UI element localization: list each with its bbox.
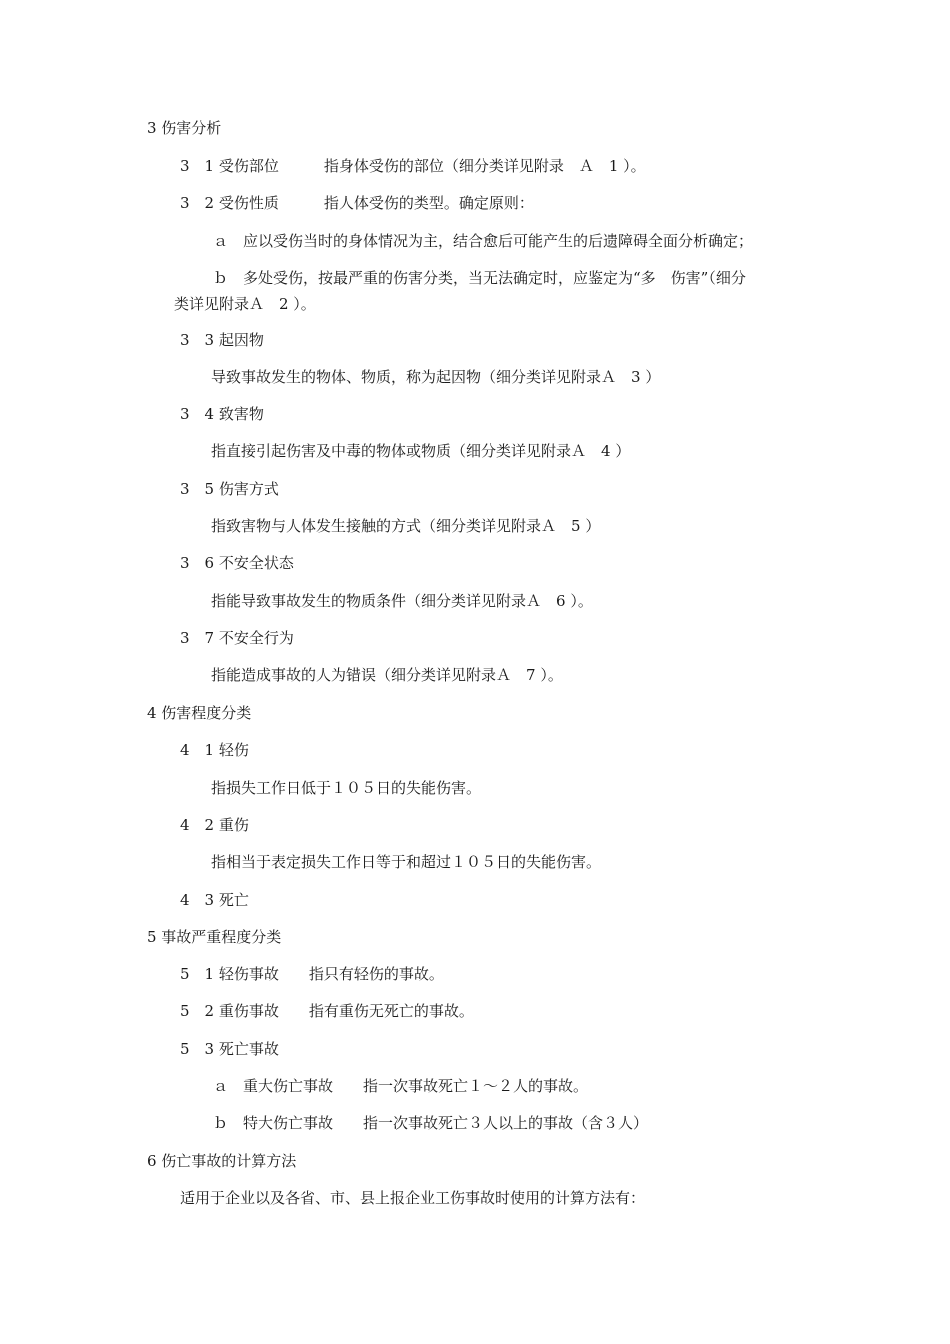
clause-4-1-title: 4 1 轻伤 [180, 741, 249, 759]
clause-5-3-b: ｂ 特大伤亡事故 指一次事故死亡３人以上的事故（含３人） [213, 1114, 649, 1132]
clause-5-1: 5 1 轻伤事故 指只有轻伤的事故。 [180, 965, 444, 983]
clause-5-2: 5 2 重伤事故 指有重伤无死亡的事故。 [180, 1002, 474, 1020]
clause-3-5-title: 3 5 伤害方式 [180, 480, 279, 498]
clause-3-3-text: 导致事故发生的物体、物质，称为起因物（细分类详见附录Ａ 3 ） [211, 368, 661, 386]
clause-4-2-text: 指相当于表定损失工作日等于和超过１０５日的失能伤害。 [211, 853, 602, 871]
section-6-text: 适用于企业以及各省、市、县上报企业工伤事故时使用的计算方法有： [180, 1189, 646, 1207]
clause-3-5-text: 指致害物与人体发生接触的方式（细分类详见附录Ａ 5 ） [211, 517, 601, 535]
section-6-heading: 6 伤亡事故的计算方法 [147, 1152, 297, 1170]
section-4-heading: 4 伤害程度分类 [147, 704, 252, 722]
clause-3-2: 3 2 受伤性质 指人体受伤的类型。确定原则： [180, 194, 534, 212]
clause-3-7-title: 3 7 不安全行为 [180, 629, 294, 647]
section-3-heading: 3 伤害分析 [147, 119, 222, 137]
clause-3-6-title: 3 6 不安全状态 [180, 554, 294, 572]
clause-5-3: 5 3 死亡事故 [180, 1040, 279, 1058]
clause-3-4-title: 3 4 致害物 [180, 405, 264, 423]
clause-4-3-title: 4 3 死亡 [180, 891, 249, 909]
clause-3-7-text: 指能造成事故的人为错误（细分类详见附录Ａ 7 ）。 [211, 666, 563, 684]
section-5-heading: 5 事故严重程度分类 [147, 928, 282, 946]
clause-3-3-title: 3 3 起因物 [180, 331, 264, 349]
clause-4-1-text: 指损失工作日低于１０５日的失能伤害。 [211, 779, 482, 797]
clause-4-2-title: 4 2 重伤 [180, 816, 249, 834]
clause-5-3-a: ａ 重大伤亡事故 指一次事故死亡１～２人的事故。 [213, 1077, 589, 1095]
clause-3-6-text: 指能导致事故发生的物质条件（细分类详见附录Ａ 6 ）。 [211, 592, 593, 610]
clause-3-2-b-line2: 类详见附录Ａ 2 ）。 [174, 295, 316, 313]
clause-3-2-b-line1: ｂ 多处受伤，按最严重的伤害分类，当无法确定时，应鉴定为“多 伤害”（细分 [213, 269, 746, 287]
clause-3-1: 3 1 受伤部位 指身体受伤的部位（细分类详见附录 Ａ 1 ）。 [180, 157, 646, 175]
clause-3-2-a: ａ 应以受伤当时的身体情况为主，结合愈后可能产生的后遗障碍全面分析确定； [213, 232, 754, 250]
clause-3-4-text: 指直接引起伤害及中毒的物体或物质（细分类详见附录Ａ 4 ） [211, 442, 631, 460]
